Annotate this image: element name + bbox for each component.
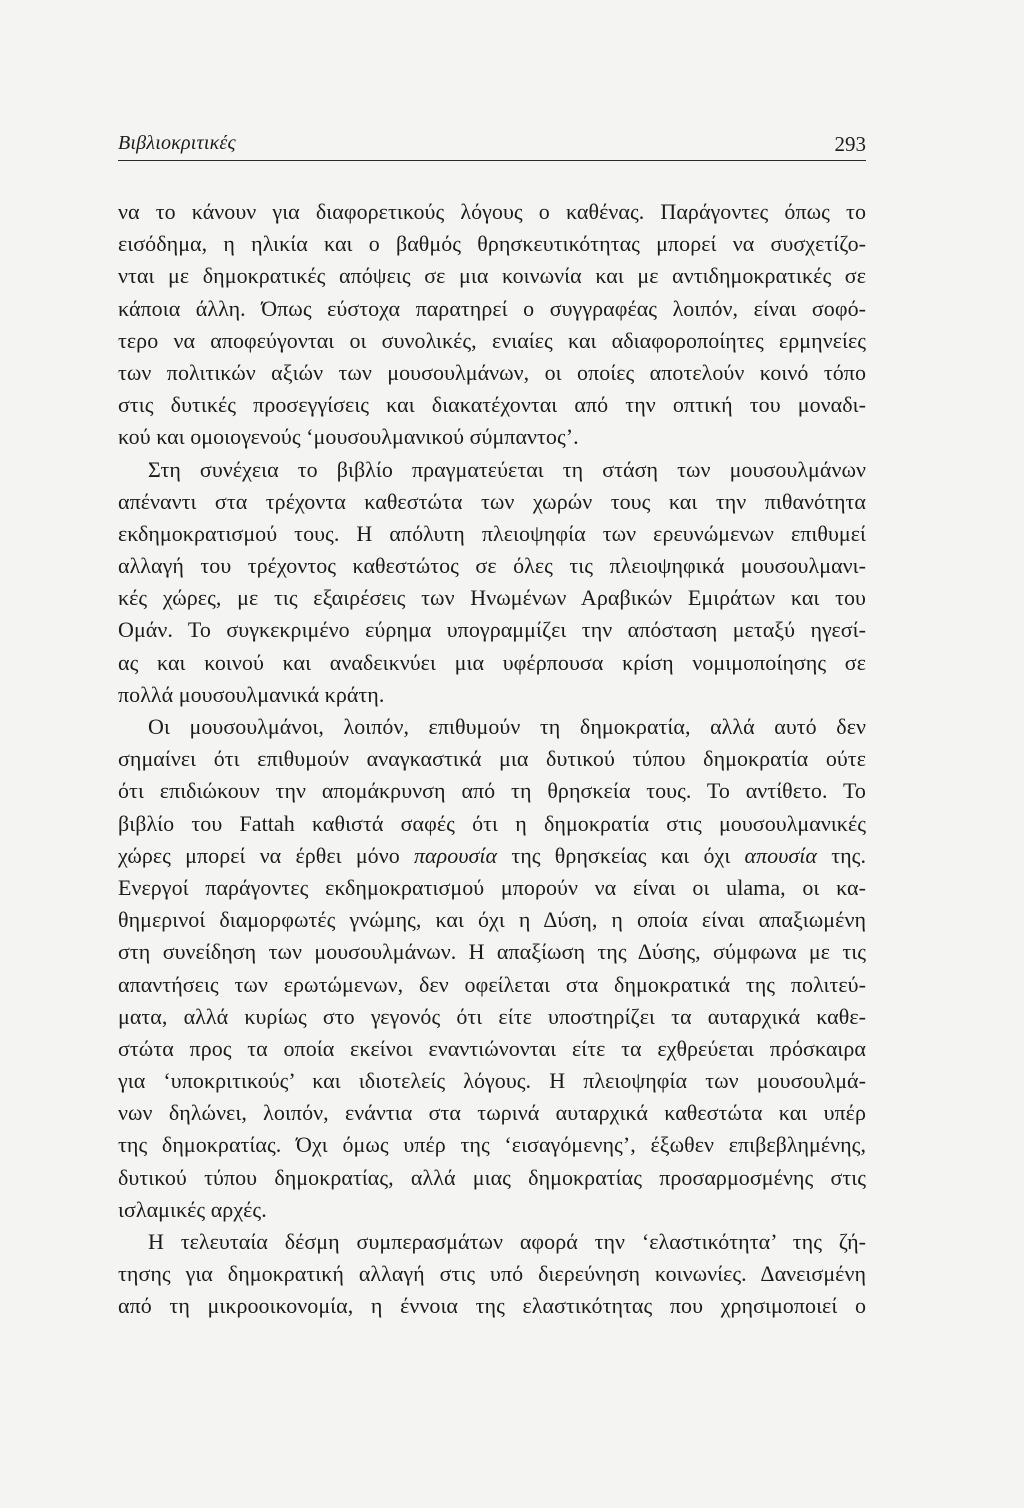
text-line: να το κάνουν για διαφορετικούς λόγους ο καθένας. Παράγοντες όπως το: [118, 199, 866, 224]
text-line: από τη μικροοικονομία, η έννοια της ελαστικότητας που χρησιμοποιεί ο: [118, 1293, 866, 1319]
text-line: Ενεργοί παράγοντες εκδημοκρατισμού μπορούν να είναι οι ulama, οι κα-: [118, 874, 866, 900]
page-number: 293: [834, 132, 866, 156]
text-line: νται με δημοκρατικές απόψεις σε μια κοινωνία και με αντιδημοκρατικές σε: [118, 263, 866, 289]
text-line: Η τελευταία δέσμη συμπερασμάτων αφορά την ‘ελαστικότητα’ της ζή-: [148, 1229, 866, 1254]
paragraph: [118, 711, 866, 1226]
body-text: [118, 196, 866, 1323]
text-line: τερο να αποφεύγονται οι συνολικές, ενιαίες και αδιαφοροποίητες ερμηνείες: [118, 327, 866, 353]
text-line: θημερινοί διαμορφωτές γνώμης, και όχι η Δύση, η οποία είναι απαξιωμένη: [118, 907, 866, 933]
text-run: της.: [817, 842, 866, 868]
text-line: απέναντι στα τρέχοντα καθεστώτα των χωρών τους και την πιθανότητα: [118, 488, 866, 514]
paragraph: [118, 1226, 866, 1323]
text-line: νων δηλώνει, λοιπόν, ενάντια στα τωρινά αυταρχικά καθεστώτα και υπέρ: [118, 1100, 866, 1126]
running-header: [118, 130, 866, 161]
italic-term: παρουσία: [413, 842, 498, 868]
text-line: αλλαγή του τρέχοντος καθεστώτος σε όλες τις πλειοψηφικά μουσουλμανι-: [118, 553, 866, 579]
text-line: της δημοκρατίας. Όχι όμως υπέρ της ‘εισαγόμενης’, έξωθεν επιβεβλημένης,: [118, 1132, 866, 1158]
text-line: ότι επιδιώκουν την απομάκρυνση από τη θρησκεία τους. Το αντίθετο. Το: [118, 778, 866, 804]
text-line: ματα, αλλά κυρίως στο γεγονός ότι είτε υποστηρίζει τα αυταρχικά καθε-: [118, 1003, 866, 1029]
text-line: τησης για δημοκρατική αλλαγή στις υπό διερεύνηση κοινωνίες. Δανεισμένη: [118, 1261, 866, 1287]
text-line: σημαίνει ότι επιθυμούν αναγκαστικά μια δυτικού τύπου δημοκρατία ούτε: [118, 746, 866, 772]
text-line: ας και κοινού και αναδεικνύει μια υφέρπουσα κρίση νομιμοποίησης σε: [118, 649, 866, 675]
text-line: ισλαμικές αρχές.: [118, 1196, 267, 1222]
text-run: χώρες μπορεί να έρθει μόνο: [118, 842, 414, 868]
text-line: βιβλίο του Fattah καθιστά σαφές ότι η δημοκρατία στις μουσουλμανικές: [118, 810, 866, 836]
text-line: στις δυτικές προσεγγίσεις και διακατέχονται από την οπτική του μοναδι-: [118, 392, 866, 418]
paragraph: [118, 454, 866, 712]
text-line: πολλά μουσουλμανικά κράτη.: [118, 681, 385, 707]
text-line: απαντήσεις των ερωτώμενων, δεν οφείλεται στα δημοκρατικά της πολιτεύ-: [118, 971, 866, 997]
text-line: Ομάν. Το συγκεκριμένο εύρημα υπογραμμίζει την απόσταση μεταξύ ηγεσί-: [118, 617, 866, 643]
italic-term: απουσία: [744, 842, 818, 868]
text-line: [118, 840, 866, 872]
text-line: κές χώρες, με τις εξαιρέσεις των Ηνωμένων Αραβικών Εμιράτων και του: [118, 585, 866, 611]
text-line: κάποια άλλη. Όπως εύστοχα παρατηρεί ο συγγραφέας λοιπόν, είναι σοφό-: [118, 295, 866, 321]
text-line: Στη συνέχεια το βιβλίο πραγματεύεται τη στάση των μουσουλμάνων: [148, 456, 866, 482]
text-line: των πολιτικών αξιών των μουσουλμάνων, οι οποίες αποτελούν κοινό τόπο: [118, 359, 866, 385]
text-line: για ‘υποκριτικούς’ και ιδιοτελείς λόγους. Η πλειοψηφία των μουσουλμά-: [118, 1068, 866, 1094]
text-run: της θρησκείας και όχι: [497, 842, 745, 868]
text-line: κού και ομοιογενούς ‘μουσουλμανικού σύμπαντος’.: [118, 424, 579, 450]
text-line: εισόδημα, η ηλικία και ο βαθμός θρησκευτικότητας μπορεί να συσχετίζο-: [118, 231, 866, 257]
text-line: στώτα προς τα οποία εκείνοι εναντιώνονται είτε τα εχθρεύεται πρόσκαιρα: [118, 1035, 866, 1061]
running-title: Βιβλιοκριτικές: [118, 132, 236, 154]
text-line: Οι μουσουλμάνοι, λοιπόν, επιθυμούν τη δημοκρατία, αλλά αυτό δεν: [148, 714, 866, 739]
text-line: στη συνείδηση των μουσουλμάνων. Η απαξίωση της Δύσης, σύμφωνα με τις: [118, 939, 866, 965]
text-line: εκδημοκρατισμού τους. Η απόλυτη πλειοψηφία των ερευνώμενων επιθυμεί: [118, 520, 866, 546]
text-line: δυτικού τύπου δημοκρατίας, αλλά μιας δημοκρατίας προσαρμοσμένης στις: [118, 1164, 866, 1190]
paragraph: [118, 196, 866, 454]
